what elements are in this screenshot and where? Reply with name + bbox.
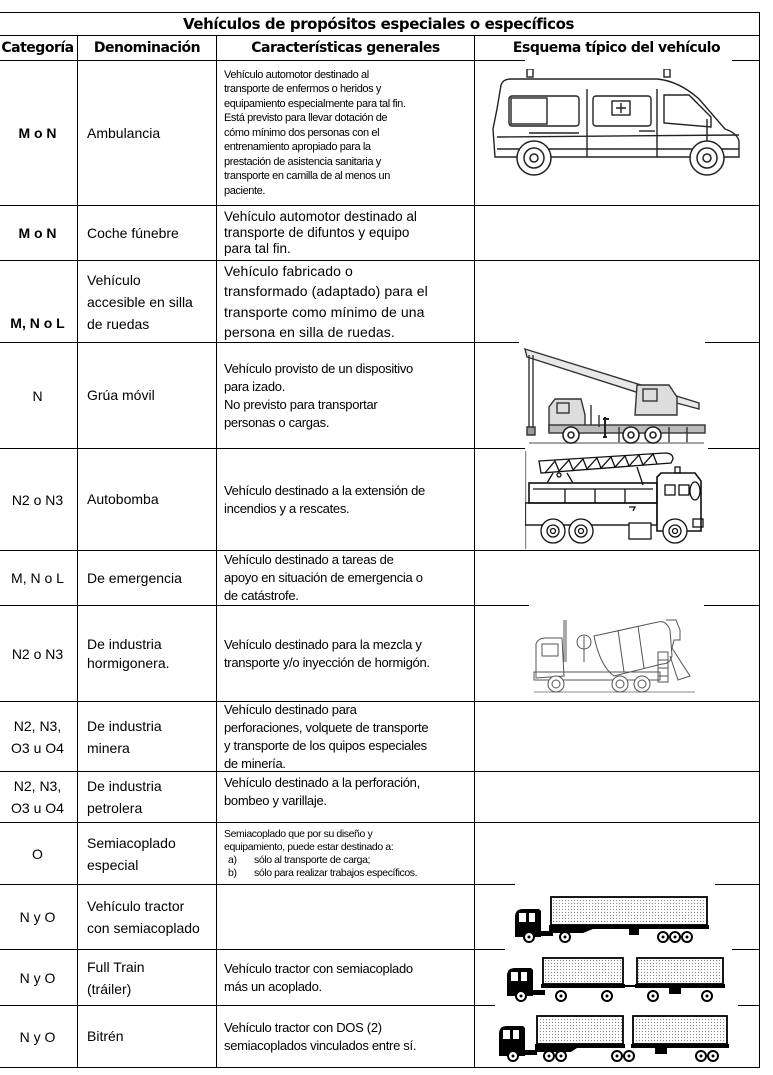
table-row (0, 606, 760, 702)
caracteristicas-cell: Vehículo destinado a la perforación, bombeo y varillaje. (217, 772, 475, 822)
esquema-cell (475, 702, 758, 771)
caracteristicas-cell: Vehículo destinado a tareas de apoyo en situación de emergencia o de catástrofe. (217, 551, 475, 605)
categoria-cell: M o N (0, 206, 78, 260)
denominacion-cell: Coche fúnebre (78, 206, 217, 260)
border-gap (519, 342, 705, 345)
table-row (0, 551, 760, 606)
header-categoria: Categoría (0, 36, 78, 60)
esquema-cell (475, 950, 758, 1005)
table-row (0, 950, 760, 1006)
list-item: a) sólo al transporte de carga; (228, 853, 371, 866)
denominacion-cell: De emergencia (78, 551, 217, 605)
border-gap (515, 884, 715, 887)
esquema-cell (475, 885, 758, 949)
border-gap (495, 1005, 738, 1008)
esquema-cell (475, 261, 758, 342)
table-row (0, 206, 760, 261)
categoria-cell: N y O (0, 1006, 78, 1067)
bitren-illustration (497, 1012, 735, 1064)
border-gap (525, 448, 708, 451)
table-header-row (0, 36, 760, 61)
denominacion-cell: Autobomba (78, 449, 217, 550)
concrete-mixer-illustration (530, 616, 705, 694)
esquema-cell (475, 449, 758, 550)
denominacion-cell: De industria minera (78, 702, 217, 771)
table-title: Vehículos de propósitos especiales o específicos (0, 12, 760, 36)
categoria-cell: N2 o N3 (0, 449, 78, 550)
categoria-cell: N2, N3, O3 u O4 (0, 772, 78, 822)
categoria-cell: M, N o L (0, 261, 78, 342)
full-train-illustration (505, 956, 731, 1004)
caracteristicas-cell: Vehículo destinado para la mezcla y transporte y/o inyección de hormigón. (217, 606, 475, 701)
table-row (0, 823, 760, 885)
caracteristicas-cell: Semiacoplado que por su diseño y equipamiento, puede estar destinado a: a) sólo al transporte de carga; b) sólo para realizar trabajos específicos. (217, 823, 475, 884)
caracteristicas-cell: Vehículo provisto de un dispositivo para izado. No previsto para transportar personas o cargas. (217, 343, 475, 448)
denominacion-cell: De industria petrolera (78, 772, 217, 822)
table-row (0, 885, 760, 950)
table-row (0, 702, 760, 772)
caracteristicas-cell: Vehículo automotor destinado al transporte de enfermos o heridos y equipamiento especialmente para tal fin. Está previsto para llevar dotación de cómo mínimo dos personas con el entrenamiento apropiado para la prestación de asistencia sanitaria y transporte en camilla de al menos un paciente. (217, 61, 475, 205)
caracteristicas-cell: Vehículo destinado para perforaciones, volquete de transporte y transporte de los quipos especiales de minería. (217, 702, 475, 771)
esquema-cell (475, 61, 758, 205)
denominacion-cell: Bitrén (78, 1006, 217, 1067)
border-gap (505, 949, 732, 952)
header-denominacion: Denominación (78, 36, 217, 60)
esquema-cell (475, 606, 758, 701)
mobile-crane-illustration (519, 345, 709, 445)
table-row (0, 261, 760, 343)
header-caracteristicas: Características generales (217, 36, 475, 60)
esquema-cell (475, 772, 758, 822)
esquema-cell (475, 1006, 758, 1067)
denominacion-cell: De industria hormigonera. (78, 606, 217, 701)
ambulance-illustration (489, 69, 745, 177)
denominacion-cell: Semiacoplado especial (78, 823, 217, 884)
list-item: b) sólo para realizar trabajos específicos. (228, 866, 418, 879)
esquema-cell (475, 551, 758, 605)
table-row (0, 61, 760, 206)
categoria-cell: N (0, 343, 78, 448)
table-row (0, 772, 760, 823)
esquema-cell (475, 823, 758, 884)
border-gap (529, 605, 704, 608)
caracteristicas-cell: Vehículo destinado a la extensión de incendios y a rescates. (217, 449, 475, 550)
table-row (0, 343, 760, 449)
table-row (0, 449, 760, 551)
esquema-cell (475, 206, 758, 260)
tractor-semitrailer-illustration (513, 893, 713, 945)
caracteristicas-cell: Vehículo fabricado o transformado (adaptado) para el transporte como mínimo de una persona en silla de ruedas. (217, 261, 475, 342)
categoria-cell: O (0, 823, 78, 884)
table-row (0, 1006, 760, 1068)
categoria-cell: N2 o N3 (0, 606, 78, 701)
fire-truck-illustration (525, 449, 711, 549)
esquema-cell (475, 343, 758, 448)
denominacion-cell: Ambulancia (78, 61, 217, 205)
denominacion-cell: Grúa móvil (78, 343, 217, 448)
caracteristicas-cell: Vehículo tractor con DOS (2) semiacoplados vinculados entre sí. (217, 1006, 475, 1067)
caracteristicas-cell: Vehículo tractor con semiacoplado más un acoplado. (217, 950, 475, 1005)
denominacion-cell: Full Train (tráiler) (78, 950, 217, 1005)
denominacion-cell: Vehículo tractor con semiacoplado (78, 885, 217, 949)
categoria-cell: M, N o L (0, 551, 78, 605)
categoria-cell: N2, N3, O3 u O4 (0, 702, 78, 771)
categoria-cell: N y O (0, 885, 78, 949)
header-esquema: Esquema típico del vehículo (512, 40, 721, 56)
border-gap (525, 60, 732, 63)
caracteristicas-cell: Vehículo automotor destinado al transporte de difuntos y equipo para tal fin. (217, 206, 475, 260)
denominacion-cell: Vehículo accesible en silla de ruedas (78, 261, 217, 342)
categoria-cell: M o N (0, 61, 78, 205)
categoria-cell: N y O (0, 950, 78, 1005)
caracteristicas-cell (217, 885, 475, 949)
